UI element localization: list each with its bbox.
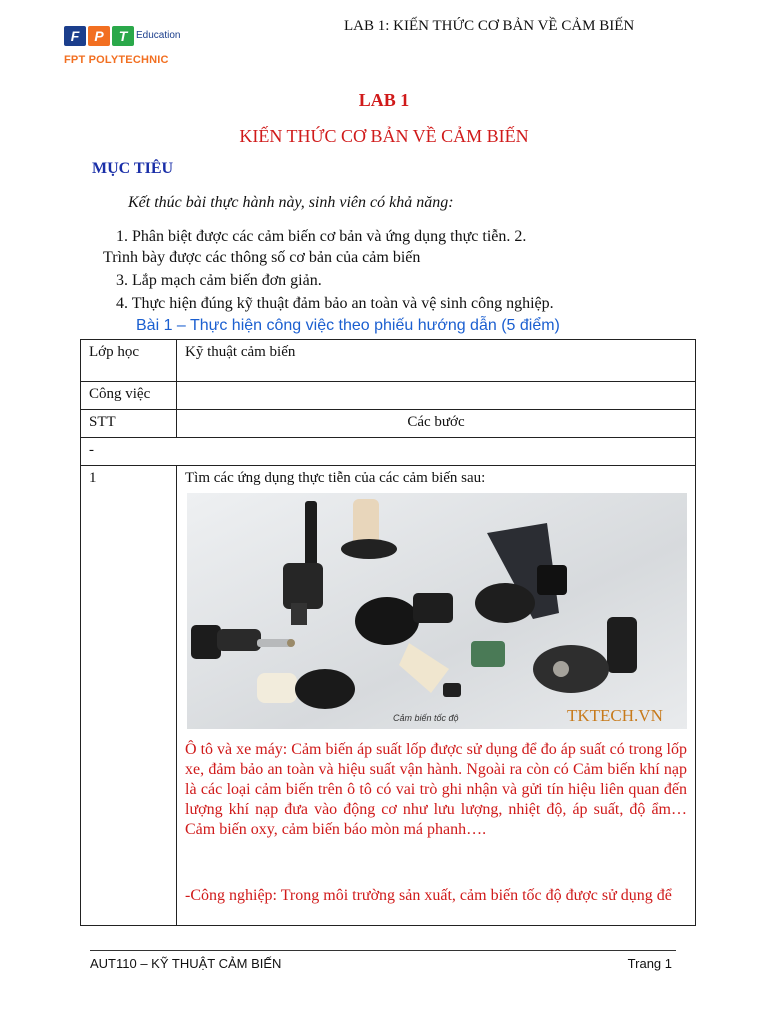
footer-divider [90, 950, 676, 951]
photo-watermark: TKTECH.VN [567, 706, 663, 725]
lab-number-title: LAB 1 [358, 90, 410, 110]
sensor-shape [257, 669, 355, 709]
class-value-cell: Kỹ thuật cảm biến [177, 340, 696, 382]
objective-item: 1. Phân biệt được các cảm biến cơ bản và ứng dụng thực tiễn. 2. [116, 228, 527, 245]
objective-item: 4. Thực hiện đúng kỹ thuật đảm bảo an toàn và vệ sinh công nghiệp. [116, 295, 554, 312]
logo-letter-t: T [112, 26, 134, 46]
photo-caption: Cảm biến tốc độ [393, 713, 459, 723]
row-number-cell: 1 [81, 466, 177, 926]
worksheet-table [80, 339, 696, 926]
row-prompt: Tìm các ứng dụng thực tiễn của các cảm biến sau: [185, 470, 486, 486]
table-row [81, 382, 696, 410]
steps-header-cell: Các bước [177, 410, 696, 438]
job-label-cell: Công việc [81, 382, 177, 410]
row-content-cell [177, 466, 696, 926]
stt-header-cell: STT [81, 410, 177, 438]
table-row [81, 438, 696, 466]
dash-cell: - [81, 438, 696, 466]
fpt-polytechnic-logo [64, 26, 204, 70]
logo-letter-p: P [88, 26, 110, 46]
footer-course: AUT110 – KỸ THUẬT CẢM BIẾN [90, 956, 282, 971]
logo-education-text: Education [136, 30, 181, 41]
lab-subtitle: KIẾN THỨC CƠ BẢN VỀ CẢM BIẾN [239, 126, 529, 146]
footer-page-number: Trang 1 [627, 956, 672, 971]
class-label-cell: Lớp học [81, 340, 177, 382]
logo-letter-f: F [64, 26, 86, 46]
table-row [81, 466, 696, 926]
answer-automotive: Ô tô và xe máy: Cảm biến áp suất lốp được sử dụng để đo áp suất có trong lốp xe, đảm bảo an toàn và hiệu suất vận hành. Ngoài ra còn có Cảm biến khí nạp là các loại cảm biến trên ô tô có vai trò ghi nhận và gửi tín hiệu liên quan đến lượng khí nạp đưa vào động cơ như lưu lượng, nhiệt độ, áp suất, độ ẩm… Cảm biến oxy, cảm biến báo mòn má phanh…. [185, 741, 687, 838]
fpt-logo-blocks [64, 26, 136, 46]
speed-sensors-photo [187, 493, 687, 729]
table-row [81, 410, 696, 438]
logo-polytechnic-text: FPT POLYTECHNIC [64, 54, 169, 66]
objectives-heading: MỤC TIÊU [92, 160, 174, 177]
objectives-intro: Kết thúc bài thực hành này, sinh viên có khả năng: [128, 194, 454, 211]
task-heading: Bài 1 – Thực hiện công việc theo phiếu hướng dẫn (5 điểm) [136, 317, 560, 334]
running-header-title: LAB 1: KIẾN THỨC CƠ BẢN VỀ CẢM BIẾN [344, 18, 635, 34]
objective-item: Trình bày được các thông số cơ bản của cảm biến [103, 249, 421, 266]
job-value-cell [177, 382, 696, 410]
table-row [81, 340, 696, 382]
answer-industry: -Công nghiệp: Trong môi trường sản xuất, cảm biến tốc độ được sử dụng để [185, 887, 672, 904]
objective-item: 3. Lắp mạch cảm biến đơn giản. [116, 272, 322, 289]
